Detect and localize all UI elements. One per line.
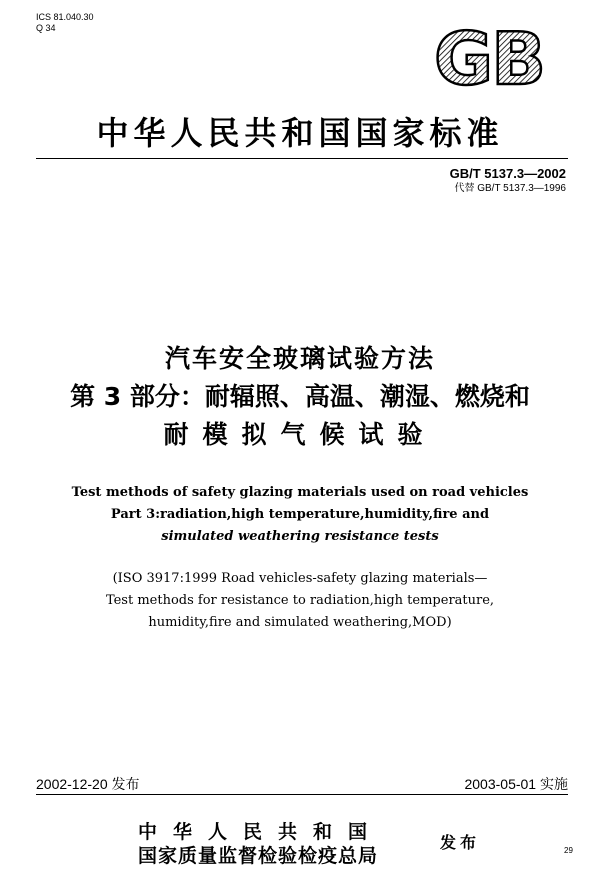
ccs-code: Q 34 [36, 23, 56, 33]
standard-number-block [450, 166, 566, 195]
chinese-title-line: 第 3 部分：耐辐照、高温、潮湿、燃烧和 [70, 382, 530, 411]
english-title [0, 482, 600, 548]
iso-reference-line: humidity,fire and simulated weathering,MOD) [148, 615, 452, 630]
header-divider [36, 158, 568, 159]
english-title-line: Test methods of safety glazing materials used on road vehicles [71, 485, 529, 500]
effective-date: 2003-05-01 实施 [464, 776, 568, 792]
iso-reference [0, 568, 600, 634]
chinese-title [0, 340, 600, 454]
issuer-line: 中华人民共和国 [138, 821, 384, 843]
issuer-line: 国家质量监督检验检疫总局 [138, 845, 379, 867]
issuing-authority [138, 820, 383, 868]
iso-reference-line: (ISO 3917:1999 Road vehicles-safety glazing materials— [112, 571, 488, 586]
standard-number: GB/T 5137.3—2002 [449, 166, 566, 181]
english-title-line: simulated weathering resistance tests [161, 529, 439, 544]
national-standard-title: 中华人民共和国国家标准 [96, 114, 504, 152]
chinese-title-line: 汽车安全玻璃试验方法 [164, 344, 435, 373]
classification-codes [36, 12, 94, 34]
english-title-line: Part 3:radiation,high temperature,humidity,fire and [110, 507, 490, 522]
publish-label: 发布 [440, 833, 481, 852]
chinese-title-line: 耐模拟气候试验 [163, 420, 437, 449]
replaces-standard: 代替 GB/T 5137.3—1996 [454, 183, 566, 194]
footer-divider [36, 794, 568, 795]
page-number: 29 [564, 846, 573, 855]
iso-reference-line: Test methods for resistance to radiation,high temperature, [105, 593, 495, 608]
ics-code: ICS 81.040.30 [36, 12, 94, 22]
gb-logo [414, 24, 564, 90]
issue-date: 2002-12-20 发布 [36, 776, 140, 792]
svg-text:GB: GB [434, 24, 544, 90]
